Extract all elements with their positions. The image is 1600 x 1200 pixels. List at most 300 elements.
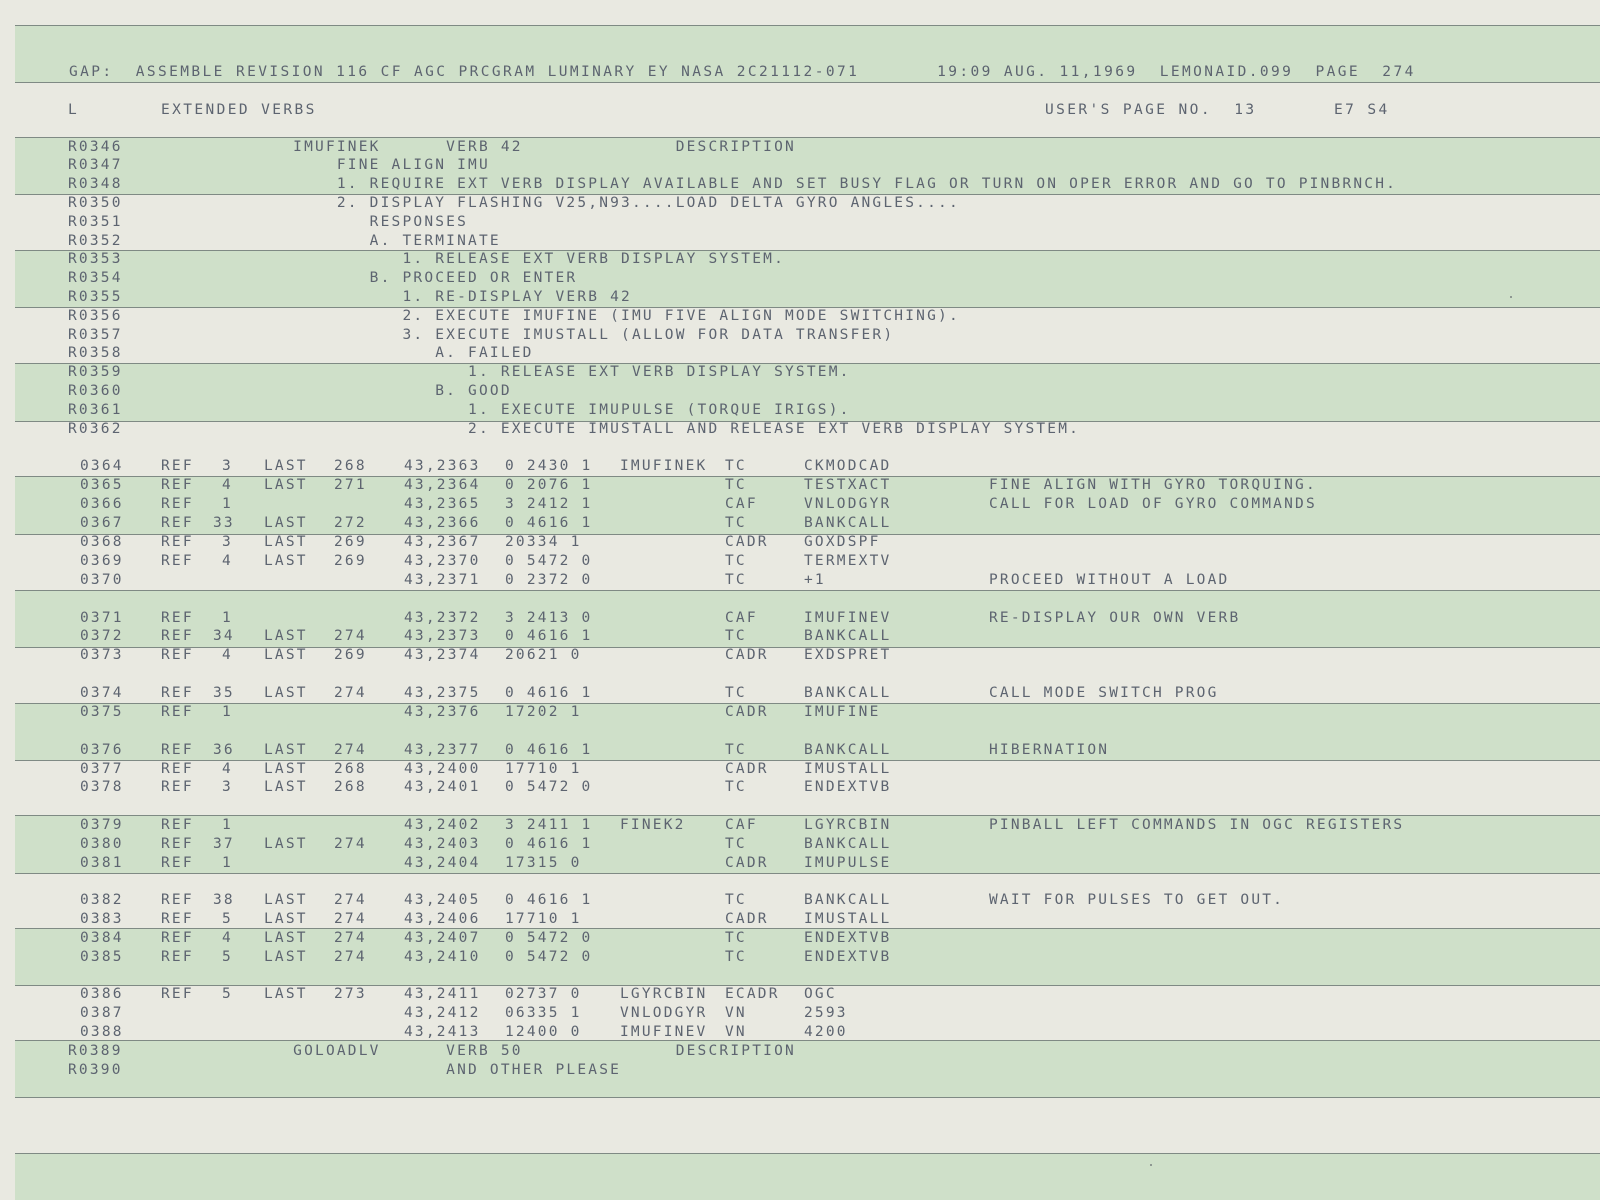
line-number: 0374 bbox=[80, 685, 124, 701]
address: 43,2400 bbox=[404, 761, 481, 777]
section-title: EXTENDED VERBS bbox=[161, 102, 317, 118]
ref-marker: REF bbox=[161, 515, 194, 531]
address: 43,2403 bbox=[404, 836, 481, 852]
ref-count: 4 bbox=[222, 761, 233, 777]
listing-row bbox=[0, 646, 1600, 665]
octal-word: 12400 0 bbox=[505, 1024, 582, 1040]
last-page: 274 bbox=[334, 742, 367, 758]
line-id: R0357 bbox=[68, 327, 123, 343]
last-marker: LAST bbox=[264, 911, 308, 927]
ref-marker: REF bbox=[161, 610, 194, 626]
remark-line bbox=[0, 175, 1600, 194]
listing-row bbox=[0, 760, 1600, 779]
ref-marker: REF bbox=[161, 628, 194, 644]
octal-word: 0 2430 1 bbox=[505, 458, 593, 474]
last-marker: LAST bbox=[264, 779, 308, 795]
operand: TERMEXTV bbox=[804, 553, 892, 569]
line-number: 0377 bbox=[80, 761, 124, 777]
opcode: CADR bbox=[725, 761, 769, 777]
remark-line bbox=[0, 401, 1600, 420]
ref-marker: REF bbox=[161, 742, 194, 758]
opcode: VN bbox=[725, 1024, 747, 1040]
remark-line bbox=[0, 326, 1600, 345]
line-number: 0384 bbox=[80, 930, 124, 946]
ref-marker: REF bbox=[161, 930, 194, 946]
ref-count: 36 bbox=[213, 742, 235, 758]
symbol-label: FINEK2 bbox=[620, 817, 686, 833]
listing-row bbox=[0, 476, 1600, 495]
operand: IMUPULSE bbox=[804, 855, 892, 871]
operand: LGYRCBIN bbox=[804, 817, 892, 833]
line-number: 0385 bbox=[80, 949, 124, 965]
octal-word: 3 2413 0 bbox=[505, 610, 593, 626]
ref-count: 1 bbox=[222, 704, 233, 720]
remark-text: GOLOADLV VERB 50 DESCRIPTION bbox=[162, 1043, 796, 1059]
symbol-label: LGYRCBIN bbox=[620, 986, 708, 1002]
octal-word: 17710 1 bbox=[505, 761, 582, 777]
remark-line bbox=[0, 307, 1600, 326]
listing-row bbox=[0, 457, 1600, 476]
remark-text: 1. EXECUTE IMUPULSE (TORQUE IRIGS). bbox=[162, 402, 851, 418]
octal-word: 0 2076 1 bbox=[505, 477, 593, 493]
ref-count: 4 bbox=[222, 553, 233, 569]
ref-marker: REF bbox=[161, 458, 194, 474]
operand: 2593 bbox=[804, 1005, 848, 1021]
remark-text: 2. EXECUTE IMUFINE (IMU FIVE ALIGN MODE SWITCHING). bbox=[162, 308, 960, 324]
line-id: R0354 bbox=[68, 270, 123, 286]
address: 43,2410 bbox=[404, 949, 481, 965]
ref-marker: REF bbox=[161, 911, 194, 927]
address: 43,2404 bbox=[404, 855, 481, 871]
listing-header bbox=[0, 63, 1600, 82]
remark-line bbox=[0, 250, 1600, 269]
opcode: CADR bbox=[725, 534, 769, 550]
line-number: 0388 bbox=[80, 1024, 124, 1040]
last-marker: LAST bbox=[264, 930, 308, 946]
section-header bbox=[0, 101, 1600, 120]
listing-row bbox=[0, 609, 1600, 628]
line-number: 0368 bbox=[80, 534, 124, 550]
operand: TESTXACT bbox=[804, 477, 892, 493]
octal-word: 20334 1 bbox=[505, 534, 582, 550]
last-marker: LAST bbox=[264, 836, 308, 852]
listing-row bbox=[0, 948, 1600, 967]
remark-text: 1. RE-DISPLAY VERB 42 bbox=[162, 289, 632, 305]
line-number: 0367 bbox=[80, 515, 124, 531]
line-number: 0381 bbox=[80, 855, 124, 871]
opcode: CAF bbox=[725, 817, 758, 833]
operand: BANKCALL bbox=[804, 892, 892, 908]
ref-marker: REF bbox=[161, 477, 194, 493]
last-page: 274 bbox=[334, 836, 367, 852]
ref-marker: REF bbox=[161, 685, 194, 701]
symbol-label: VNLODGYR bbox=[620, 1005, 708, 1021]
listing-row bbox=[0, 495, 1600, 514]
listing-row bbox=[0, 854, 1600, 873]
line-number: 0387 bbox=[80, 1005, 124, 1021]
ref-count: 37 bbox=[213, 836, 235, 852]
line-number: 0369 bbox=[80, 553, 124, 569]
address: 43,2401 bbox=[404, 779, 481, 795]
operand: ENDEXTVB bbox=[804, 949, 892, 965]
last-marker: LAST bbox=[264, 685, 308, 701]
last-page: 268 bbox=[334, 779, 367, 795]
line-id: R0360 bbox=[68, 383, 123, 399]
operand: EXDSPRET bbox=[804, 647, 892, 663]
octal-word: 0 2372 0 bbox=[505, 572, 593, 588]
operand: VNLODGYR bbox=[804, 496, 892, 512]
last-marker: LAST bbox=[264, 458, 308, 474]
ref-count: 5 bbox=[222, 986, 233, 1002]
symbol-label: IMUFINEV bbox=[620, 1024, 708, 1040]
ref-marker: REF bbox=[161, 779, 194, 795]
last-page: 268 bbox=[334, 458, 367, 474]
remark-line bbox=[0, 288, 1600, 307]
last-page: 274 bbox=[334, 949, 367, 965]
ref-marker: REF bbox=[161, 553, 194, 569]
remark-text: FINE ALIGN IMU bbox=[162, 157, 490, 173]
operand: +1 bbox=[804, 572, 826, 588]
opcode: TC bbox=[725, 836, 747, 852]
remark-line bbox=[0, 363, 1600, 382]
remark-line bbox=[0, 1042, 1600, 1061]
comment: FINE ALIGN WITH GYRO TORQUING. bbox=[989, 477, 1317, 493]
listing-row bbox=[0, 684, 1600, 703]
page-code: E7 S4 bbox=[1334, 102, 1390, 118]
remark-line bbox=[0, 232, 1600, 251]
operand: BANKCALL bbox=[804, 685, 892, 701]
last-marker: LAST bbox=[264, 892, 308, 908]
operand: IMUFINE bbox=[804, 704, 881, 720]
line-id: R0353 bbox=[68, 251, 123, 267]
address: 43,2371 bbox=[404, 572, 481, 588]
line-id: R0351 bbox=[68, 214, 123, 230]
last-marker: LAST bbox=[264, 647, 308, 663]
ref-count: 1 bbox=[222, 610, 233, 626]
ref-count: 1 bbox=[222, 817, 233, 833]
remark-text: A. FAILED bbox=[162, 345, 534, 361]
remark-line bbox=[0, 156, 1600, 175]
comment: CALL FOR LOAD OF GYRO COMMANDS bbox=[989, 496, 1317, 512]
remark-text: 2. EXECUTE IMUSTALL AND RELEASE EXT VERB DISPLAY SYSTEM. bbox=[162, 421, 1081, 437]
listing-row bbox=[0, 891, 1600, 910]
octal-word: 17315 0 bbox=[505, 855, 582, 871]
opcode: CADR bbox=[725, 704, 769, 720]
ref-count: 3 bbox=[222, 534, 233, 550]
opcode: TC bbox=[725, 685, 747, 701]
last-page: 272 bbox=[334, 515, 367, 531]
ref-marker: REF bbox=[161, 855, 194, 871]
octal-word: 02737 0 bbox=[505, 986, 582, 1002]
octal-word: 17710 1 bbox=[505, 911, 582, 927]
line-id: R0356 bbox=[68, 308, 123, 324]
remark-text: AND OTHER PLEASE bbox=[162, 1062, 622, 1078]
ref-count: 1 bbox=[222, 496, 233, 512]
last-marker: LAST bbox=[264, 761, 308, 777]
octal-word: 3 2411 1 bbox=[505, 817, 593, 833]
comment: CALL MODE SWITCH PROG bbox=[989, 685, 1219, 701]
octal-word: 0 4616 1 bbox=[505, 628, 593, 644]
listing-row bbox=[0, 552, 1600, 571]
address: 43,2375 bbox=[404, 685, 481, 701]
address: 43,2413 bbox=[404, 1024, 481, 1040]
paper-speck bbox=[1150, 1164, 1152, 1166]
last-marker: LAST bbox=[264, 949, 308, 965]
remark-text: 1. RELEASE EXT VERB DISPLAY SYSTEM. bbox=[162, 364, 851, 380]
operand: IMUFINEV bbox=[804, 610, 892, 626]
remark-line bbox=[0, 138, 1600, 157]
last-page: 274 bbox=[334, 628, 367, 644]
listing-row bbox=[0, 929, 1600, 948]
address: 43,2411 bbox=[404, 986, 481, 1002]
ref-count: 3 bbox=[222, 458, 233, 474]
octal-word: 0 4616 1 bbox=[505, 836, 593, 852]
listing-row bbox=[0, 533, 1600, 552]
listing-row bbox=[0, 1004, 1600, 1023]
ref-count: 33 bbox=[213, 515, 235, 531]
address: 43,2402 bbox=[404, 817, 481, 833]
address: 43,2370 bbox=[404, 553, 481, 569]
address: 43,2373 bbox=[404, 628, 481, 644]
opcode: TC bbox=[725, 742, 747, 758]
line-number: 0382 bbox=[80, 892, 124, 908]
octal-word: 3 2412 1 bbox=[505, 496, 593, 512]
symbol-label: IMUFINEK bbox=[620, 458, 708, 474]
octal-word: 0 4616 1 bbox=[505, 515, 593, 531]
remark-line bbox=[0, 382, 1600, 401]
line-number: 0364 bbox=[80, 458, 124, 474]
octal-word: 0 4616 1 bbox=[505, 685, 593, 701]
comment: PINBALL LEFT COMMANDS IN OGC REGISTERS bbox=[989, 817, 1405, 833]
listing-row bbox=[0, 910, 1600, 929]
remark-line bbox=[0, 269, 1600, 288]
listing-row bbox=[0, 627, 1600, 646]
address: 43,2365 bbox=[404, 496, 481, 512]
octal-word: 0 4616 1 bbox=[505, 742, 593, 758]
comment: RE-DISPLAY OUR OWN VERB bbox=[989, 610, 1241, 626]
remark-text: 3. EXECUTE IMUSTALL (ALLOW FOR DATA TRANSFER) bbox=[162, 327, 895, 343]
ref-marker: REF bbox=[161, 949, 194, 965]
ref-count: 3 bbox=[222, 779, 233, 795]
ref-marker: REF bbox=[161, 817, 194, 833]
operand: BANKCALL bbox=[804, 742, 892, 758]
operand: CKMODCAD bbox=[804, 458, 892, 474]
octal-word: 0 5472 0 bbox=[505, 930, 593, 946]
address: 43,2364 bbox=[404, 477, 481, 493]
operand: IMUSTALL bbox=[804, 761, 892, 777]
line-number: 0375 bbox=[80, 704, 124, 720]
remark-line bbox=[0, 420, 1600, 439]
last-marker: LAST bbox=[264, 534, 308, 550]
line-number: 0383 bbox=[80, 911, 124, 927]
last-page: 274 bbox=[334, 930, 367, 946]
ref-marker: REF bbox=[161, 534, 194, 550]
comment: WAIT FOR PULSES TO GET OUT. bbox=[989, 892, 1285, 908]
opcode: TC bbox=[725, 515, 747, 531]
remark-text: 1. REQUIRE EXT VERB DISPLAY AVAILABLE AND SET BUSY FLAG OR TURN ON OPER ERROR AND GO TO PINBRNCH. bbox=[162, 176, 1398, 192]
operand: ENDEXTVB bbox=[804, 779, 892, 795]
listing-row bbox=[0, 778, 1600, 797]
address: 43,2407 bbox=[404, 930, 481, 946]
ref-count: 4 bbox=[222, 477, 233, 493]
line-id: R0355 bbox=[68, 289, 123, 305]
line-number: 0376 bbox=[80, 742, 124, 758]
line-id: R0358 bbox=[68, 345, 123, 361]
opcode: CADR bbox=[725, 647, 769, 663]
ref-marker: REF bbox=[161, 496, 194, 512]
opcode: CADR bbox=[725, 855, 769, 871]
remark-line bbox=[0, 344, 1600, 363]
line-id: R0350 bbox=[68, 195, 123, 211]
opcode: TC bbox=[725, 930, 747, 946]
opcode: TC bbox=[725, 779, 747, 795]
last-marker: LAST bbox=[264, 628, 308, 644]
ref-marker: REF bbox=[161, 704, 194, 720]
address: 43,2412 bbox=[404, 1005, 481, 1021]
address: 43,2366 bbox=[404, 515, 481, 531]
opcode: TC bbox=[725, 949, 747, 965]
remark-text: B. PROCEED OR ENTER bbox=[162, 270, 578, 286]
last-page: 271 bbox=[334, 477, 367, 493]
operand: IMUSTALL bbox=[804, 911, 892, 927]
paper-speck bbox=[1510, 296, 1512, 298]
user-page-number: USER'S PAGE NO. 13 bbox=[1045, 102, 1257, 118]
line-number: 0386 bbox=[80, 986, 124, 1002]
opcode: VN bbox=[725, 1005, 747, 1021]
octal-word: 06335 1 bbox=[505, 1005, 582, 1021]
last-marker: LAST bbox=[264, 742, 308, 758]
last-marker: LAST bbox=[264, 986, 308, 1002]
address: 43,2363 bbox=[404, 458, 481, 474]
line-number: 0366 bbox=[80, 496, 124, 512]
last-page: 274 bbox=[334, 685, 367, 701]
listing-row bbox=[0, 985, 1600, 1004]
line-id: R0389 bbox=[68, 1043, 123, 1059]
octal-word: 0 5472 0 bbox=[505, 553, 593, 569]
line-number: 0379 bbox=[80, 817, 124, 833]
last-page: 268 bbox=[334, 761, 367, 777]
ref-marker: REF bbox=[161, 986, 194, 1002]
operand: 4200 bbox=[804, 1024, 848, 1040]
listing-row bbox=[0, 571, 1600, 590]
ref-count: 1 bbox=[222, 855, 233, 871]
listing-row bbox=[0, 1023, 1600, 1042]
opcode: TC bbox=[725, 477, 747, 493]
listing-row bbox=[0, 703, 1600, 722]
last-marker: LAST bbox=[264, 477, 308, 493]
line-id: R0347 bbox=[68, 157, 123, 173]
octal-word: 17202 1 bbox=[505, 704, 582, 720]
listing-row bbox=[0, 741, 1600, 760]
address: 43,2372 bbox=[404, 610, 481, 626]
remark-text: RESPONSES bbox=[162, 214, 469, 230]
ref-count: 35 bbox=[213, 685, 235, 701]
opcode: CADR bbox=[725, 911, 769, 927]
opcode: TC bbox=[725, 572, 747, 588]
octal-word: 0 5472 0 bbox=[505, 949, 593, 965]
address: 43,2377 bbox=[404, 742, 481, 758]
opcode: TC bbox=[725, 458, 747, 474]
opcode: TC bbox=[725, 892, 747, 908]
line-id: R0348 bbox=[68, 176, 123, 192]
address: 43,2367 bbox=[404, 534, 481, 550]
address: 43,2376 bbox=[404, 704, 481, 720]
listing-row bbox=[0, 816, 1600, 835]
last-marker: LAST bbox=[264, 515, 308, 531]
listing-row bbox=[0, 835, 1600, 854]
remark-text: 2. DISPLAY FLASHING V25,N93....LOAD DELTA GYRO ANGLES.... bbox=[162, 195, 960, 211]
last-page: 269 bbox=[334, 647, 367, 663]
operand: BANKCALL bbox=[804, 515, 892, 531]
opcode: CAF bbox=[725, 496, 758, 512]
line-id: R0390 bbox=[68, 1062, 123, 1078]
ref-marker: REF bbox=[161, 892, 194, 908]
address: 43,2406 bbox=[404, 911, 481, 927]
remark-text: IMUFINEK VERB 42 DESCRIPTION bbox=[162, 139, 796, 155]
last-marker: LAST bbox=[264, 553, 308, 569]
last-page: 273 bbox=[334, 986, 367, 1002]
opcode: TC bbox=[725, 553, 747, 569]
header-line: GAP: ASSEMBLE REVISION 116 CF AGC PRCGRAM LUMINARY EY NASA 2C21112-071 19:09 AUG. 11,1969 LEMONAID.099 PAGE 274 bbox=[69, 64, 1416, 80]
ref-count: 5 bbox=[222, 949, 233, 965]
ref-count: 5 bbox=[222, 911, 233, 927]
remark-text: B. GOOD bbox=[162, 383, 512, 399]
last-page: 274 bbox=[334, 911, 367, 927]
line-id: R0352 bbox=[68, 233, 123, 249]
operand: GOXDSPF bbox=[804, 534, 881, 550]
last-page: 274 bbox=[334, 892, 367, 908]
octal-word: 0 5472 0 bbox=[505, 779, 593, 795]
remark-line bbox=[0, 1061, 1600, 1080]
line-number: 0380 bbox=[80, 836, 124, 852]
address: 43,2405 bbox=[404, 892, 481, 908]
operand: BANKCALL bbox=[804, 628, 892, 644]
line-number: 0371 bbox=[80, 610, 124, 626]
ref-marker: REF bbox=[161, 647, 194, 663]
octal-word: 20621 0 bbox=[505, 647, 582, 663]
line-number: 0365 bbox=[80, 477, 124, 493]
ref-count: 38 bbox=[213, 892, 235, 908]
last-page: 269 bbox=[334, 553, 367, 569]
octal-word: 0 4616 1 bbox=[505, 892, 593, 908]
remark-text: 1. RELEASE EXT VERB DISPLAY SYSTEM. bbox=[162, 251, 785, 267]
comment: HIBERNATION bbox=[989, 742, 1110, 758]
comment: PROCEED WITHOUT A LOAD bbox=[989, 572, 1230, 588]
last-page: 269 bbox=[334, 534, 367, 550]
line-number: 0370 bbox=[80, 572, 124, 588]
ref-marker: REF bbox=[161, 761, 194, 777]
ref-count: 34 bbox=[213, 628, 235, 644]
line-number: 0378 bbox=[80, 779, 124, 795]
ref-count: 4 bbox=[222, 647, 233, 663]
operand: OGC bbox=[804, 986, 837, 1002]
opcode: ECADR bbox=[725, 986, 780, 1002]
line-id: R0359 bbox=[68, 364, 123, 380]
remark-line bbox=[0, 213, 1600, 232]
opcode: TC bbox=[725, 628, 747, 644]
line-id: R0362 bbox=[68, 421, 123, 437]
left-marker: L bbox=[68, 102, 80, 118]
operand: BANKCALL bbox=[804, 836, 892, 852]
ref-marker: REF bbox=[161, 836, 194, 852]
remark-text: A. TERMINATE bbox=[162, 233, 501, 249]
opcode: CAF bbox=[725, 610, 758, 626]
line-number: 0373 bbox=[80, 647, 124, 663]
listing-row bbox=[0, 514, 1600, 533]
line-id: R0361 bbox=[68, 402, 123, 418]
operand: ENDEXTVB bbox=[804, 930, 892, 946]
line-id: R0346 bbox=[68, 139, 123, 155]
